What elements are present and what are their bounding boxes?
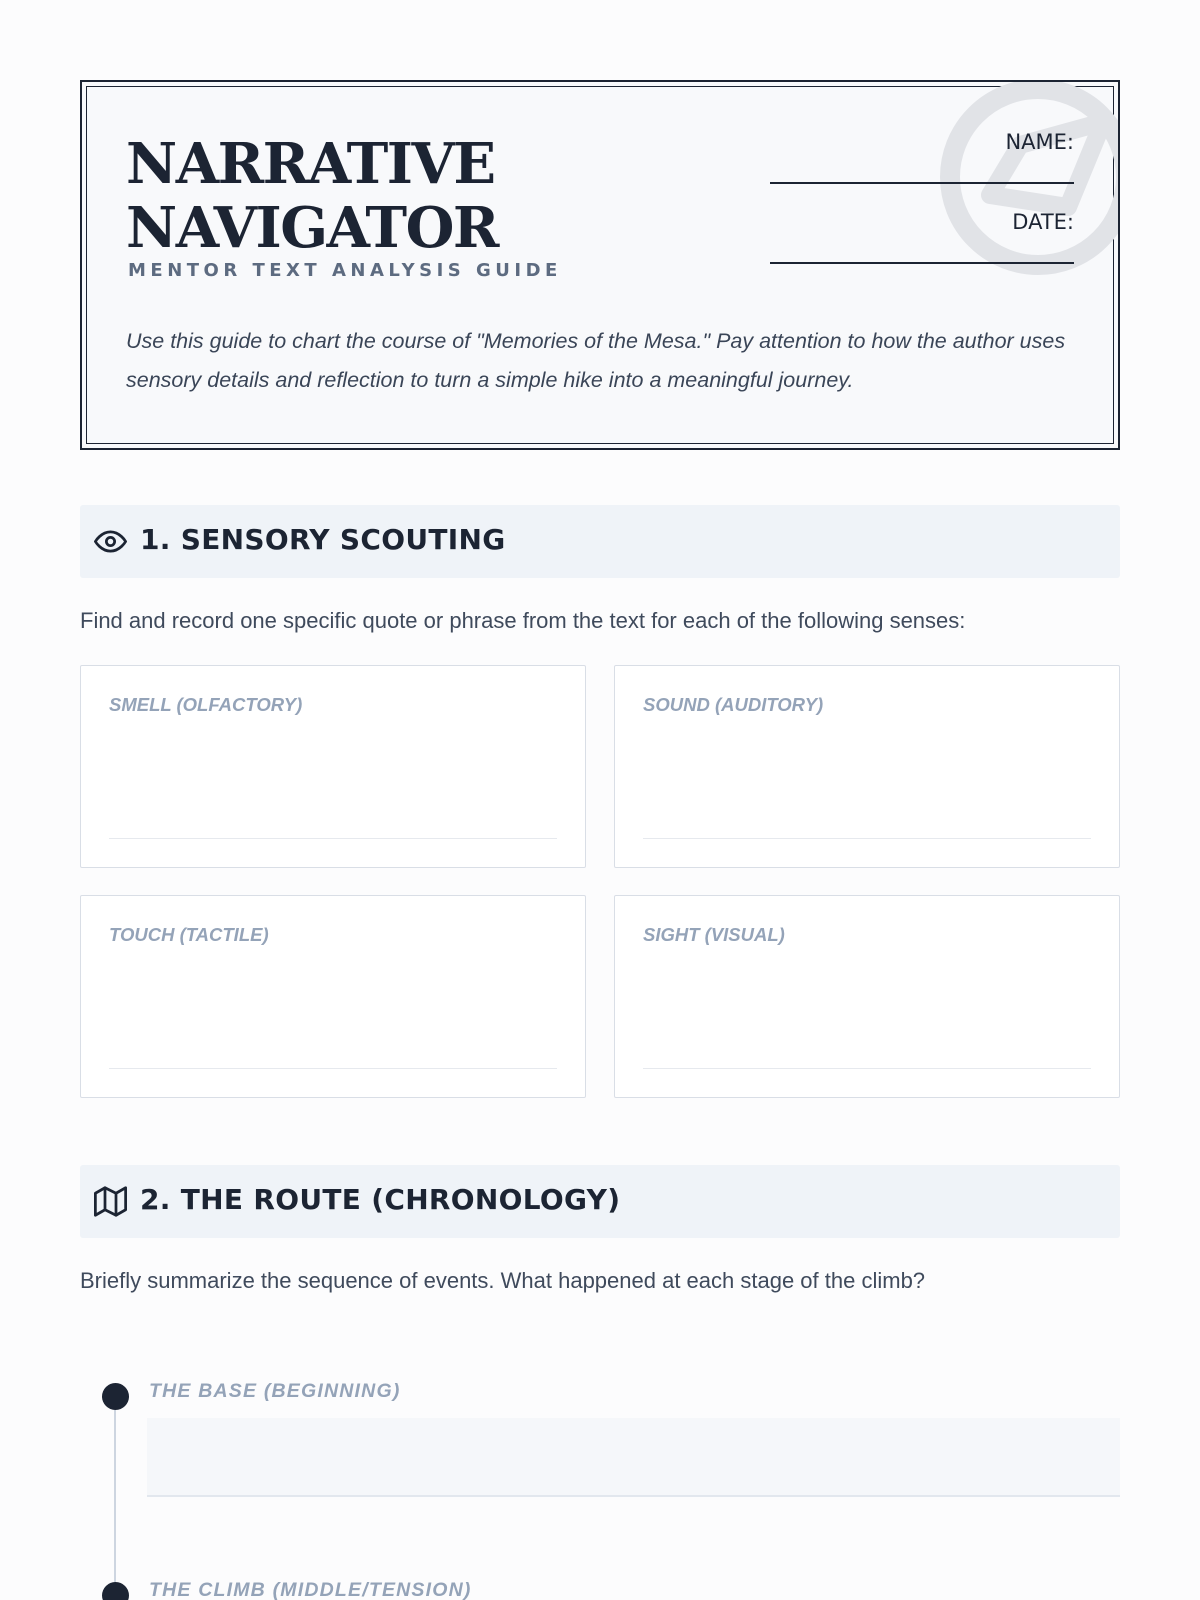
answer-line bbox=[109, 1068, 557, 1069]
smell-label: SMELL (OLFACTORY) bbox=[109, 694, 303, 715]
timeline-line bbox=[114, 1395, 116, 1600]
page-title bbox=[126, 132, 646, 260]
smell-box[interactable] bbox=[80, 665, 586, 868]
map-icon bbox=[94, 1185, 127, 1218]
name-field-line[interactable] bbox=[770, 182, 1074, 184]
section-route-header bbox=[80, 1165, 1120, 1238]
answer-line bbox=[109, 838, 557, 839]
page-subtitle: MENTOR TEXT ANALYSIS GUIDE bbox=[128, 260, 562, 281]
section-route-title: 2. THE ROUTE (CHRONOLOGY) bbox=[140, 1183, 621, 1216]
section-route-description: Briefly summarize the sequence of events. What happened at each stage of the climb? bbox=[80, 1268, 926, 1293]
stage-base-label: THE BASE (BEGINNING) bbox=[149, 1380, 401, 1402]
eye-icon bbox=[94, 525, 127, 558]
title-line-1: NARRATIVE bbox=[126, 131, 495, 197]
section-sensory-description: Find and record one specific quote or phrase from the text for each of the following senses: bbox=[80, 608, 966, 633]
header-card bbox=[80, 80, 1120, 450]
sight-label: SIGHT (VISUAL) bbox=[643, 924, 785, 945]
section-sensory-header bbox=[80, 505, 1120, 578]
timeline-dot bbox=[102, 1383, 129, 1410]
date-field-line[interactable] bbox=[770, 262, 1074, 264]
timeline-dot bbox=[102, 1582, 129, 1600]
section-sensory-title: 1. SENSORY SCOUTING bbox=[140, 523, 506, 556]
stage-base-field[interactable] bbox=[147, 1418, 1120, 1497]
title-line-2: NAVIGATOR bbox=[126, 195, 498, 261]
date-label: DATE: bbox=[1012, 210, 1074, 234]
touch-box[interactable] bbox=[80, 895, 586, 1098]
intro-text: Use this guide to chart the course of "Memories of the Mesa." Pay attention to how the author uses sensory details and reflection to turn a simple hike into a meaningful journey. bbox=[126, 329, 1066, 392]
sound-label: SOUND (AUDITORY) bbox=[643, 694, 824, 715]
sight-box[interactable] bbox=[614, 895, 1120, 1098]
stage-climb-label: THE CLIMB (MIDDLE/TENSION) bbox=[149, 1579, 472, 1600]
answer-line bbox=[643, 1068, 1091, 1069]
name-label: NAME: bbox=[1005, 130, 1074, 154]
answer-line bbox=[643, 838, 1091, 839]
touch-label: TOUCH (TACTILE) bbox=[109, 924, 269, 945]
sound-box[interactable] bbox=[614, 665, 1120, 868]
